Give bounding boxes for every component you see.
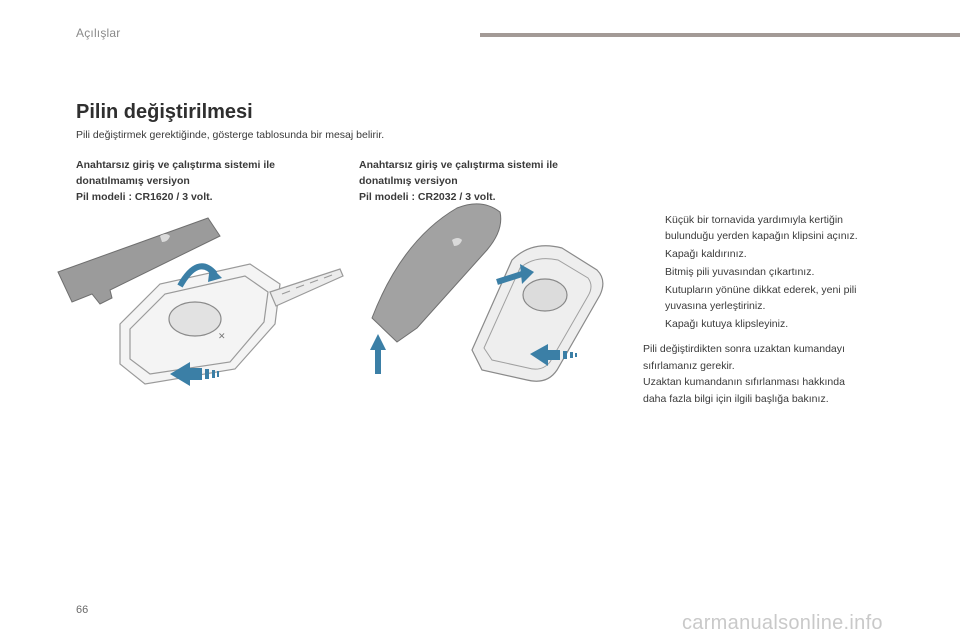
instruction-steps [643, 212, 903, 334]
list-item: Bitmiş pili yuvasından çıkartınız. [665, 266, 815, 278]
reset-note: Pili değiştirdikten sonra uzaktan kumandayı sıfırlamanız gerekir. Uzaktan kumandanın sıfırlanması hakkında daha fazla bilgi için ilgili başlığa bakınız. [643, 343, 845, 405]
lift-arrow [370, 334, 386, 374]
variant-heading-line: Anahtarsız giriş ve çalıştırma sistemi ile [359, 159, 559, 171]
battery-model: Pil modeli : CR2032 / 3 volt. [359, 191, 496, 203]
variant-heading-line: donatılmamış versiyon [76, 175, 190, 187]
coin-battery [523, 279, 567, 311]
variant-heading-with-keyless [359, 157, 629, 205]
keyless-remote-battery-illustration [362, 200, 610, 388]
intro-text: Pili değiştirmek gerektiğinde, gösterge tablosunda bir mesaj belirir. [76, 129, 385, 141]
battery-model: Pil modeli : CR1620 / 3 volt. [76, 191, 213, 203]
section-label: Açılışlar [76, 26, 121, 40]
header-rule [480, 33, 960, 37]
page-title: Pilin değiştirilmesi [76, 101, 253, 123]
variant-heading-line: donatılmış versiyon [359, 175, 458, 187]
battery-cover [372, 204, 501, 342]
list-item: Kutupların yönüne dikkat ederek, yeni pili yuvasına yerleştiriniz. [665, 284, 857, 312]
variant-heading-without-keyless [76, 157, 346, 205]
svg-text:✕: ✕ [218, 332, 226, 342]
folding-key-battery-illustration [50, 214, 345, 394]
list-item: Kapağı kaldırınız. [665, 248, 747, 260]
watermark: carmanualsonline.info [682, 612, 883, 634]
coin-battery [169, 302, 221, 336]
variant-heading-line: Anahtarsız giriş ve çalıştırma sistemi ile [76, 159, 276, 171]
remote-body [472, 246, 603, 382]
list-item: Küçük bir tornavida yardımıyla kertiğin bulunduğu yerden kapağın klipsini açınız. [665, 214, 858, 242]
page-number: 66 [76, 604, 89, 616]
list-item: Kapağı kutuya klipsleyiniz. [665, 318, 789, 330]
